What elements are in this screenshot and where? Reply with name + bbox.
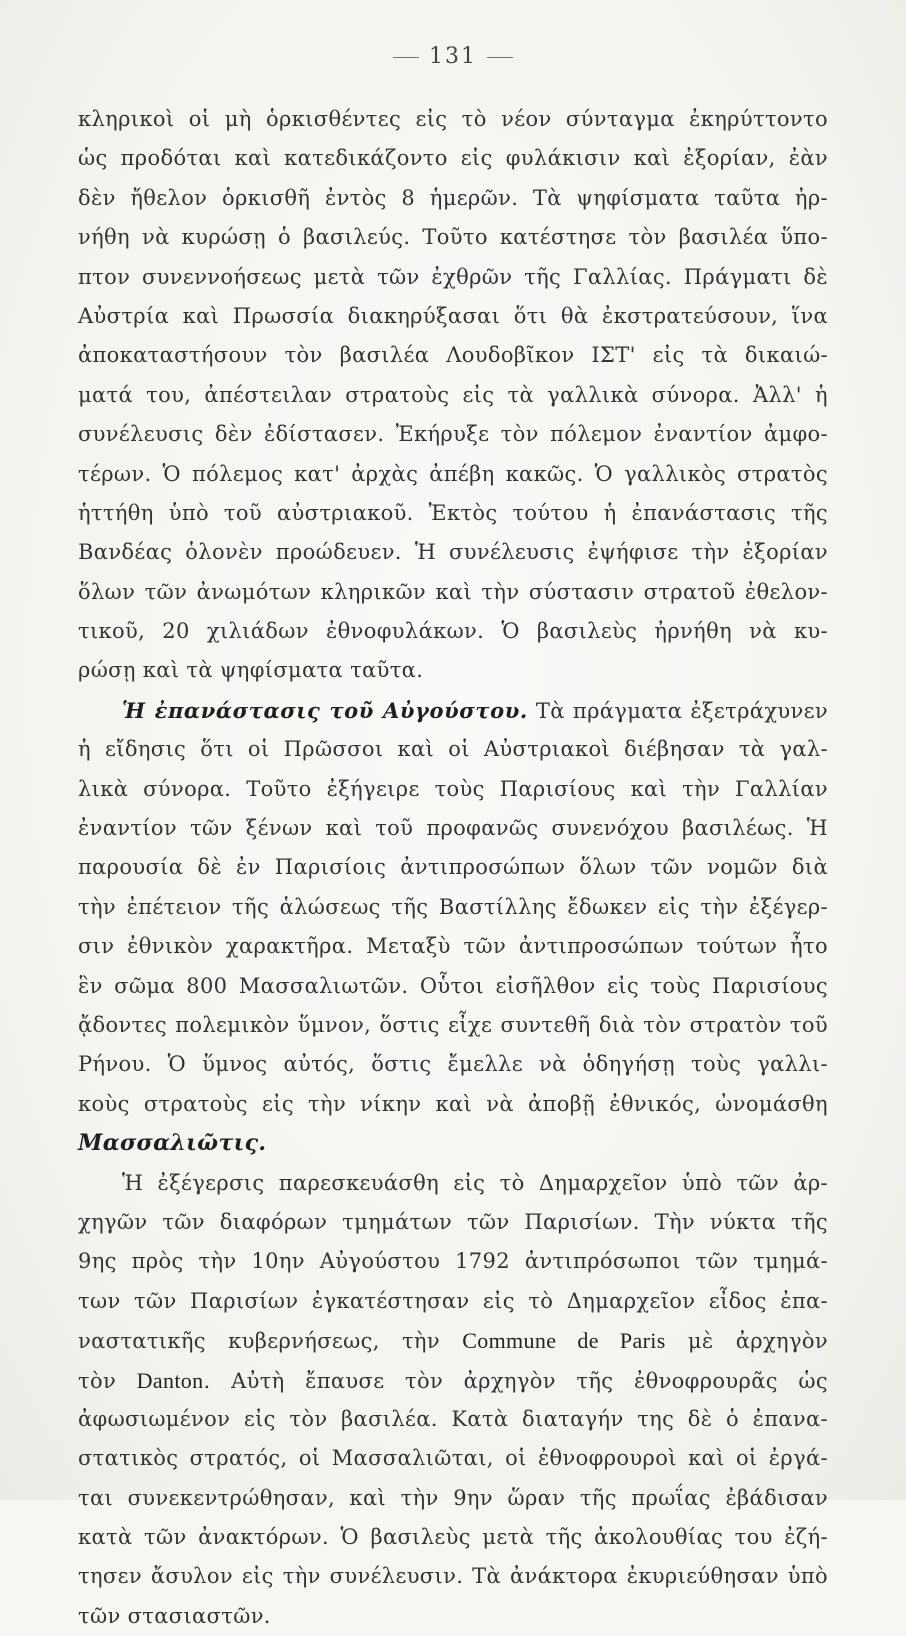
text-line: κοὺς στρατοὺς εἰς τὴν νίκην καὶ νὰ ἀποβῇ ἐθνικός, ὠνομάσθη <box>78 1091 828 1116</box>
text-line: λικὰ σύνορα. Τοῦτο ἐξήγειρε τοὺς Παρισίους καὶ τὴν Γαλλίαν <box>78 776 828 801</box>
text-line: ἐναντίον τῶν ξένων καὶ τοῦ προφανῶς συνενόχου βασιλέως. Ἡ <box>78 816 828 841</box>
danton-name: Danton <box>136 1367 204 1393</box>
text-line: τησεν ἄσυλον εἰς τὴν συνέλευσιν. Τὰ ἀνάκτορα ἐκυριεύθησαν ὑπὸ <box>78 1564 828 1589</box>
text-line: ἡ εἴδησις ὅτι οἱ Πρῶσσοι καὶ οἱ Αὐστριακοὶ διέβησαν τὰ γαλ- <box>78 737 828 762</box>
text-fragment: . Αὐτὴ ἔπαυσε τὸν ἀρχηγὸν τῆς ἐθνοφρουρᾶς ὡς <box>203 1368 828 1393</box>
text-line: Βανδέας ὁλονὲν προώδευεν. Ἡ συνέλευσις ἐψήφισε τὴν ἐξορίαν <box>78 540 828 565</box>
page-body <box>78 100 828 1636</box>
text-line: ματά του, ἀπέστειλαν στρατοὺς εἰς τὰ γαλλικὰ σύνορα. Ἀλλ' ἡ <box>78 382 828 407</box>
text-line: ᾄδοντες πολεμικὸν ὕμνον, ὅστις εἶχε συντεθῆ διὰ τὸν στρατὸν τοῦ <box>78 1012 828 1037</box>
text-line: ἀφωσιωμένον εἰς τὸν βασιλέα. Κατὰ διαταγήν της δὲ ὁ ἐπανα- <box>78 1406 828 1431</box>
commune-line <box>78 1321 828 1360</box>
text-line: πτον συνεννοήσεως μετὰ τῶν ἐχθρῶν τῆς Γαλλίας. Πράγματι δὲ <box>78 264 828 289</box>
text-line: στατικὸς στρατός, οἱ Μασσαλιῶται, οἱ ἐθνοφρουροὶ καὶ οἱ ἐργά- <box>78 1446 828 1471</box>
left-dash <box>393 57 419 58</box>
marseillaise-line <box>78 1124 828 1163</box>
text-line: Αὐστρία καὶ Πρωσσία διακηρύξασαι ὅτι θὰ ἐκστρατεύσουν, ἵνα <box>78 303 828 328</box>
text-line: των τῶν Παρισίων ἐγκατέστησαν εἰς τὸ Δημαρχεῖον εἶδος ἐπα- <box>78 1288 828 1313</box>
text-line: κληρικοὶ οἱ μὴ ὁρκισθέντες εἰς τὸ νέον σύνταγμα ἐκηρύττοντο <box>78 107 828 131</box>
text-line: Ρήνου. Ὁ ὕμνος αὐτός, ὅστις ἔμελλε νὰ ὁδηγήσῃ τοὺς γαλλι- <box>78 1052 828 1077</box>
text-line: τέρων. Ὁ πόλεμος κατ' ἀρχὰς ἀπέβη κακῶς. Ὁ γαλλικὸς στρατὸς <box>78 461 828 486</box>
text-line: ἀποκαταστήσουν τὸν βασιλέα Λουδοβῖκον ΙΣΤ' εἰς τὰ δικαιώ- <box>78 343 828 368</box>
text-line: τὴν ἐπέτειον τῆς ἁλώσεως τῆς Βαστίλλης ἔδωκεν εἰς τὴν ἐξέγερ- <box>78 894 828 919</box>
text-line: χηγῶν τῶν διαφόρων τμημάτων τῶν Παρισίων. Τὴν νύκτα τῆς <box>78 1209 828 1234</box>
text-line: νήθη νὰ κυρώσῃ ὁ βασιλεύς. Τοῦτο κατέστησε τὸν βασιλέα ὕπο- <box>78 225 828 250</box>
text-line: συνέλευσις δὲν ἐδίστασεν. Ἐκήρυξε τὸν πόλεμον ἐναντίον ἀμφο- <box>78 422 828 447</box>
text-fragment: μὲ ἀρχηγὸν <box>665 1329 828 1354</box>
text-line: 9ης πρὸς τὴν 10ην Αὐγούστου 1792 ἀντιπρόσωποι τῶν τμημά- <box>78 1249 828 1274</box>
danton-line <box>78 1361 828 1400</box>
text-fragment: τὸν <box>78 1368 137 1393</box>
text-line: ται συνεκεντρώθησαν, καὶ τὴν 9ην ὥραν τῆς πρωΐας ἐβάδισαν <box>78 1485 828 1510</box>
text-line: ὅλων τῶν ἀνωμότων κληρικῶν καὶ τὴν σύστασιν στρατοῦ ἐθελον- <box>78 579 828 604</box>
section-heading: Ἡ ἐπανάστασις τοῦ Αὐγούστου. <box>122 697 528 723</box>
marseillaise-term: Μασσαλιῶτις. <box>78 1130 267 1157</box>
commune-de-paris: Commune de Paris <box>462 1328 666 1354</box>
text-line: ρώσῃ καὶ τὰ ψηφίσματα ταῦτα. <box>78 658 424 683</box>
text-line: Ἡ ἐξέγερσις παρεσκευάσθη εἰς τὸ Δημαρχεῖον ὑπὸ τῶν ἀρ- <box>122 1170 828 1195</box>
section-heading-line <box>78 691 828 730</box>
paragraph-2 <box>78 691 828 1164</box>
text-line: ὡς προδόται καὶ κατεδικάζοντο εἰς φυλάκισιν καὶ ἐξορίαν, ἐὰν <box>78 146 828 171</box>
page-number-header <box>0 44 906 69</box>
right-dash <box>487 57 513 58</box>
page-number: 131 <box>429 44 477 69</box>
text-fragment: ναστατικῆς κυβερνήσεως, τὴν <box>78 1329 463 1354</box>
text-line: σιν ἐθνικὸν χαρακτῆρα. Μεταξὺ τῶν ἀντιπροσώπων τούτων ἦτο <box>78 934 828 959</box>
text-line: ἓν σῶμα 800 Μασσαλιωτῶν. Οὗτοι εἰσῆλθον εἰς τοὺς Παρισίους <box>78 973 828 998</box>
paragraph-3 <box>78 1164 828 1636</box>
text-line: κατὰ τῶν ἀνακτόρων. Ὁ βασιλεὺς μετὰ τῆς ἀκολουθίας του ἐζή- <box>78 1525 828 1550</box>
text-line: τῶν στασιαστῶν. <box>78 1603 271 1628</box>
text-line: ἡττήθη ὑπὸ τοῦ αὐστριακοῦ. Ἐκτὸς τούτου ἡ ἐπανάστασις τῆς <box>78 500 828 525</box>
text-line: τικοῦ, 20 χιλιάδων ἐθνοφυλάκων. Ὁ βασιλεὺς ἠρνήθη νὰ κυ- <box>78 619 828 644</box>
text-line: δὲν ἤθελον ὁρκισθῆ ἐντὸς 8 ἡμερῶν. Τὰ ψηφίσματα ταῦτα ἠρ- <box>78 185 828 210</box>
paragraph-1 <box>78 100 828 691</box>
heading-continuation: Τὰ πράγματα ἐξετράχυνεν <box>527 698 828 723</box>
text-line: παρουσία δὲ ἐν Παρισίοις ἀντιπροσώπων ὅλων τῶν νομῶν διὰ <box>78 855 828 880</box>
